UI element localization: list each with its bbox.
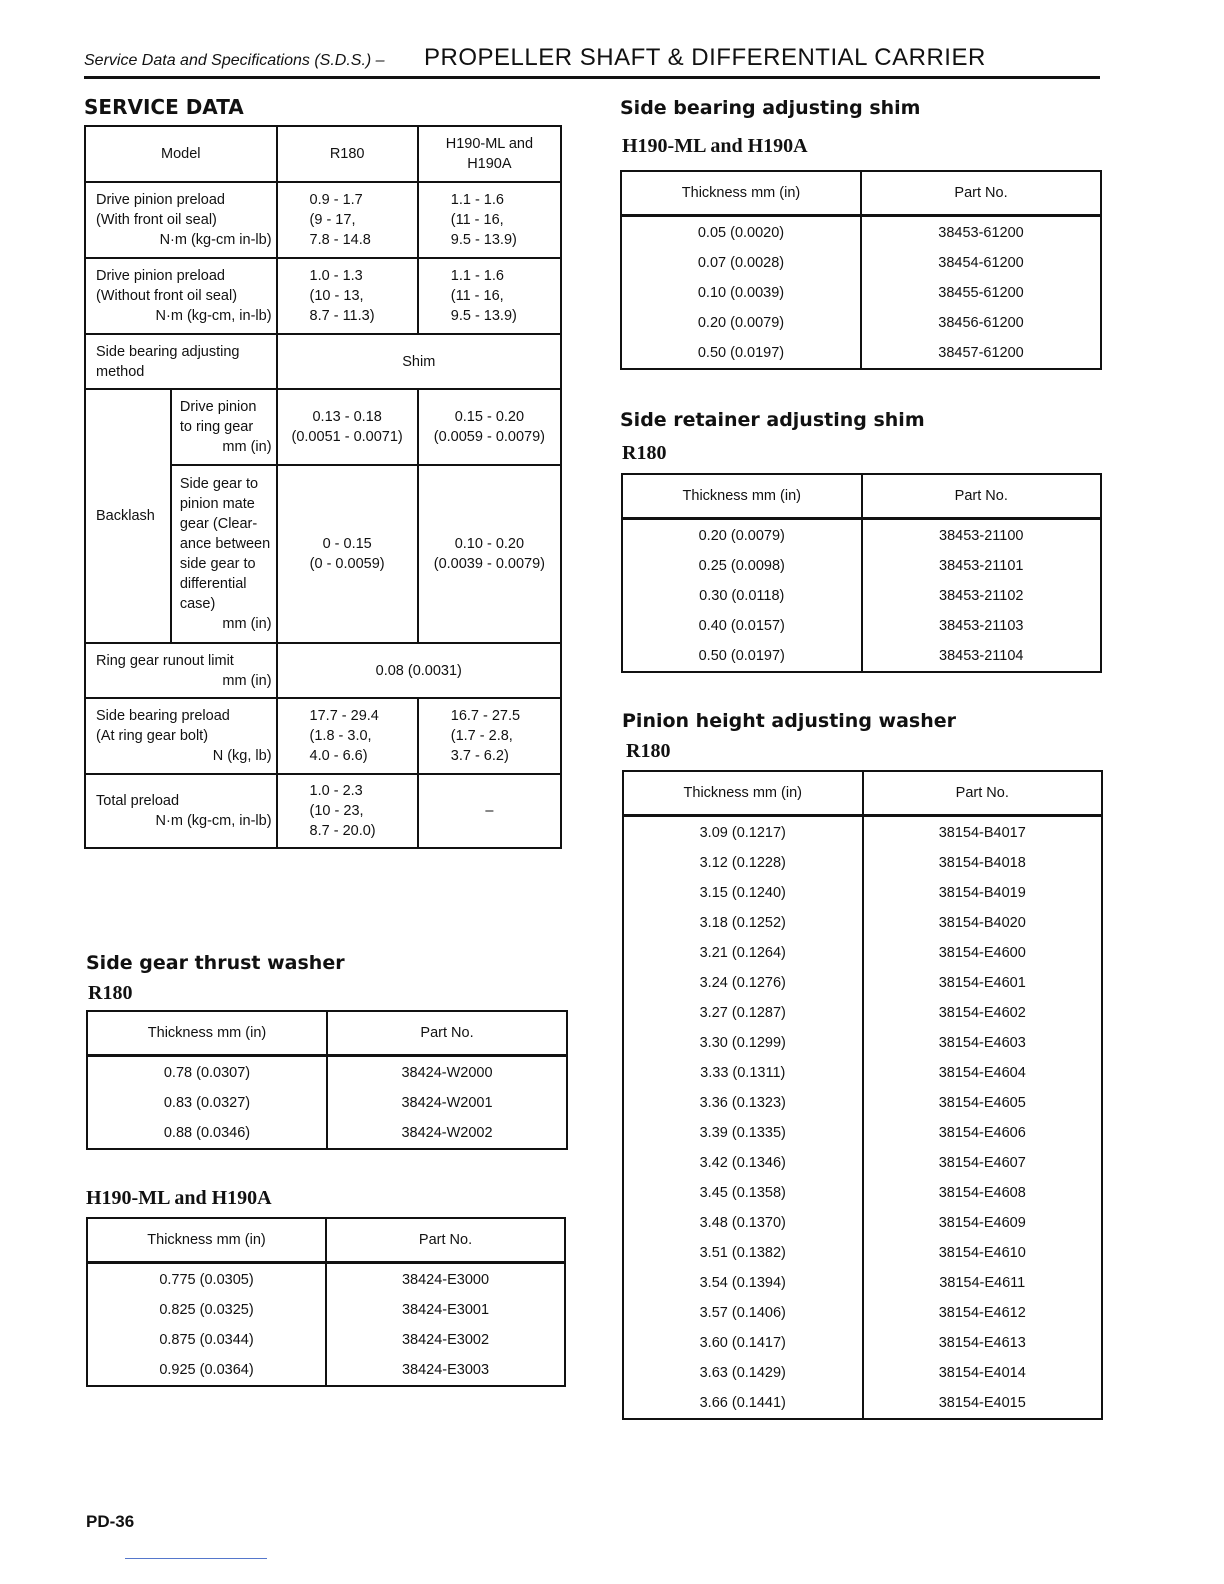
table-header-row: [87, 1011, 567, 1056]
thickness-cell: 0.775 (0.0305): [87, 1263, 326, 1296]
page-header: [84, 40, 1100, 79]
table-header-row: [622, 474, 1101, 519]
r180-value: 1.0 - 1.3 (10 - 13, 8.7 - 11.3): [277, 258, 418, 334]
part-number-cell: 38154-E4608: [863, 1178, 1103, 1208]
table-row: [85, 334, 561, 389]
row-label: Side bearing adjusting method: [85, 334, 277, 389]
thickness-cell: 3.39 (0.1335): [623, 1118, 863, 1148]
table-row: [623, 1088, 1102, 1118]
table-row: [623, 816, 1102, 849]
part-number-cell: 38154-B4017: [863, 816, 1103, 849]
col-h190-header: H190-ML and H190A: [418, 126, 561, 182]
thickness-cell: 0.875 (0.0344): [87, 1325, 326, 1355]
table-row: [621, 278, 1101, 308]
h190-value: 0.10 - 0.20 (0.0039 - 0.0079): [418, 465, 561, 643]
thickness-cell: 3.27 (0.1287): [623, 998, 863, 1028]
pinion-height-washer-table: [622, 770, 1103, 1420]
table-row: [87, 1263, 565, 1296]
table-row: [623, 1028, 1102, 1058]
table-row: [623, 998, 1102, 1028]
thickness-cell: 3.63 (0.1429): [623, 1358, 863, 1388]
table-row: [85, 698, 561, 774]
part-number-cell: 38424-E3001: [326, 1295, 565, 1325]
part-number-cell: 38453-61200: [861, 216, 1101, 249]
thickness-cell: 3.33 (0.1311): [623, 1058, 863, 1088]
thickness-cell: 3.57 (0.1406): [623, 1298, 863, 1328]
table-header-row: [87, 1218, 565, 1263]
row-label: Drive pinion to ring gear mm (in): [171, 389, 277, 465]
r180-value: 17.7 - 29.4 (1.8 - 3.0, 4.0 - 6.6): [277, 698, 418, 774]
r180-value: 1.0 - 2.3 (10 - 23, 8.7 - 20.0): [277, 774, 418, 848]
thickness-cell: 0.25 (0.0098): [622, 551, 862, 581]
table-row: [622, 641, 1101, 672]
table-row: [623, 1178, 1102, 1208]
part-number-cell: 38453-21104: [862, 641, 1102, 672]
row-label: Side gear to pinion mate gear (Clear- ance between side gear to differential case) mm (in): [171, 465, 277, 643]
part-number-cell: 38424-E3002: [326, 1325, 565, 1355]
table-row: [85, 126, 561, 182]
part-number-cell: 38453-21100: [862, 519, 1102, 552]
col-part-no-header: Part No.: [326, 1218, 565, 1263]
table-row: [85, 258, 561, 334]
h190-value: –: [418, 774, 561, 848]
part-number-cell: 38154-E4606: [863, 1118, 1103, 1148]
part-number-cell: 38154-E4609: [863, 1208, 1103, 1238]
thickness-cell: 3.48 (0.1370): [623, 1208, 863, 1238]
thickness-cell: 3.42 (0.1346): [623, 1148, 863, 1178]
h190-value: 1.1 - 1.6 (11 - 16, 9.5 - 13.9): [418, 258, 561, 334]
col-thickness-header: Thickness mm (in): [621, 171, 861, 216]
part-number-cell: 38154-E4015: [863, 1388, 1103, 1419]
part-number-cell: 38154-E4603: [863, 1028, 1103, 1058]
table-row: [622, 611, 1101, 641]
thickness-cell: 0.88 (0.0346): [87, 1118, 327, 1149]
col-part-no-header: Part No.: [862, 474, 1102, 519]
col-part-no-header: Part No.: [327, 1011, 567, 1056]
thickness-cell: 3.09 (0.1217): [623, 816, 863, 849]
thickness-cell: 3.24 (0.1276): [623, 968, 863, 998]
table-row: [621, 248, 1101, 278]
table-row: [87, 1118, 567, 1149]
table-row: [87, 1056, 567, 1089]
part-number-cell: 38154-E4610: [863, 1238, 1103, 1268]
part-number-cell: 38454-61200: [861, 248, 1101, 278]
h190-value: 16.7 - 27.5 (1.7 - 2.8, 3.7 - 6.2): [418, 698, 561, 774]
footer-divider: [125, 1558, 267, 1559]
r180-value: 0 - 0.15 (0 - 0.0059): [277, 465, 418, 643]
col-thickness-header: Thickness mm (in): [622, 474, 862, 519]
table-row: [622, 551, 1101, 581]
header-title: PROPELLER SHAFT & DIFFERENTIAL CARRIER: [424, 44, 986, 71]
thickness-cell: 0.05 (0.0020): [621, 216, 861, 249]
thickness-cell: 0.50 (0.0197): [622, 641, 862, 672]
part-number-cell: 38424-E3003: [326, 1355, 565, 1386]
page-number: PD-36: [86, 1512, 135, 1531]
part-number-cell: 38456-61200: [861, 308, 1101, 338]
table-row: [85, 182, 561, 258]
table-row: [85, 774, 561, 848]
table-row: [85, 643, 561, 698]
table-row: [623, 1118, 1102, 1148]
thickness-cell: 3.15 (0.1240): [623, 878, 863, 908]
thickness-cell: 0.07 (0.0028): [621, 248, 861, 278]
col-thickness-header: Thickness mm (in): [87, 1218, 326, 1263]
table-row: [623, 968, 1102, 998]
table-row: [87, 1325, 565, 1355]
table-row: [87, 1295, 565, 1325]
part-number-cell: 38154-E4014: [863, 1358, 1103, 1388]
table-row: [623, 1208, 1102, 1238]
side-retainer-shim-subheading: R180: [622, 442, 667, 464]
backlash-label: Backlash: [85, 389, 171, 643]
table-row: [621, 216, 1101, 249]
table-row: [623, 1388, 1102, 1419]
table-row: [85, 389, 561, 465]
r180-value: 0.13 - 0.18 (0.0051 - 0.0071): [277, 389, 418, 465]
part-number-cell: 38154-E4611: [863, 1268, 1103, 1298]
h190-value: 0.15 - 0.20 (0.0059 - 0.0079): [418, 389, 561, 465]
side-gear-washer-h190-table: [86, 1217, 566, 1387]
thickness-cell: 3.30 (0.1299): [623, 1028, 863, 1058]
side-bearing-shim-subheading: H190-ML and H190A: [622, 135, 808, 157]
part-number-cell: 38424-E3000: [326, 1263, 565, 1296]
part-number-cell: 38453-21102: [862, 581, 1102, 611]
row-label: Total preload N·m (kg-cm, in-lb): [85, 774, 277, 848]
table-row: [623, 1148, 1102, 1178]
col-part-no-header: Part No.: [863, 771, 1103, 816]
part-number-cell: 38453-21101: [862, 551, 1102, 581]
table-row: [87, 1355, 565, 1386]
row-label: Drive pinion preload (Without front oil seal) N·m (kg-cm, in-lb): [85, 258, 277, 334]
table-row: [622, 519, 1101, 552]
table-row: [623, 878, 1102, 908]
thickness-cell: 0.20 (0.0079): [622, 519, 862, 552]
thickness-cell: 3.45 (0.1358): [623, 1178, 863, 1208]
table-row: [87, 1088, 567, 1118]
thickness-cell: 0.83 (0.0327): [87, 1088, 327, 1118]
thickness-cell: 3.21 (0.1264): [623, 938, 863, 968]
thickness-cell: 3.51 (0.1382): [623, 1238, 863, 1268]
side-bearing-shim-table: [620, 170, 1102, 370]
pinion-height-washer-heading: Pinion height adjusting washer: [622, 710, 956, 732]
table-header-row: [623, 771, 1102, 816]
part-number-cell: 38154-E4612: [863, 1298, 1103, 1328]
thickness-cell: 3.60 (0.1417): [623, 1328, 863, 1358]
part-number-cell: 38154-E4613: [863, 1328, 1103, 1358]
header-subtitle: Service Data and Specifications (S.D.S.) –: [84, 52, 385, 69]
thickness-cell: 0.78 (0.0307): [87, 1056, 327, 1089]
part-number-cell: 38154-E4604: [863, 1058, 1103, 1088]
part-number-cell: 38453-21103: [862, 611, 1102, 641]
part-number-cell: 38154-E4600: [863, 938, 1103, 968]
table-row: [623, 848, 1102, 878]
side-retainer-shim-heading: Side retainer adjusting shim: [620, 409, 925, 431]
part-number-cell: 38154-E4605: [863, 1088, 1103, 1118]
part-number-cell: 38424-W2001: [327, 1088, 567, 1118]
table-row: [623, 938, 1102, 968]
col-r180-header: R180: [277, 126, 418, 182]
thickness-cell: 3.54 (0.1394): [623, 1268, 863, 1298]
part-number-cell: 38424-W2002: [327, 1118, 567, 1149]
thickness-cell: 3.66 (0.1441): [623, 1388, 863, 1419]
col-model-header: Model: [85, 126, 277, 182]
thickness-cell: 3.36 (0.1323): [623, 1088, 863, 1118]
thickness-cell: 0.825 (0.0325): [87, 1295, 326, 1325]
part-number-cell: 38154-E4601: [863, 968, 1103, 998]
part-number-cell: 38455-61200: [861, 278, 1101, 308]
thickness-cell: 0.50 (0.0197): [621, 338, 861, 369]
col-thickness-header: Thickness mm (in): [87, 1011, 327, 1056]
side-gear-washer-r180-table: [86, 1010, 568, 1150]
part-number-cell: 38154-E4602: [863, 998, 1103, 1028]
shared-value: 0.08 (0.0031): [277, 643, 561, 698]
table-row: [622, 581, 1101, 611]
thickness-cell: 0.925 (0.0364): [87, 1355, 326, 1386]
side-gear-washer-r180-subheading: R180: [88, 982, 133, 1004]
h190-value: 1.1 - 1.6 (11 - 16, 9.5 - 13.9): [418, 182, 561, 258]
table-row: [621, 338, 1101, 369]
row-label: Drive pinion preload (With front oil seal) N·m (kg-cm in-lb): [85, 182, 277, 258]
table-row: [623, 1298, 1102, 1328]
table-row: [623, 1058, 1102, 1088]
table-row: [623, 1268, 1102, 1298]
side-bearing-shim-heading: Side bearing adjusting shim: [620, 97, 921, 119]
shared-value: Shim: [277, 334, 561, 389]
side-gear-washer-heading: Side gear thrust washer: [86, 952, 345, 974]
table-row: [621, 308, 1101, 338]
side-retainer-shim-table: [621, 473, 1102, 673]
part-number-cell: 38154-E4607: [863, 1148, 1103, 1178]
part-number-cell: 38154-B4020: [863, 908, 1103, 938]
thickness-cell: 0.20 (0.0079): [621, 308, 861, 338]
col-thickness-header: Thickness mm (in): [623, 771, 863, 816]
table-row: [623, 908, 1102, 938]
col-part-no-header: Part No.: [861, 171, 1101, 216]
thickness-cell: 0.30 (0.0118): [622, 581, 862, 611]
table-row: [623, 1238, 1102, 1268]
row-label: Ring gear runout limit mm (in): [85, 643, 277, 698]
thickness-cell: 3.12 (0.1228): [623, 848, 863, 878]
thickness-cell: 0.10 (0.0039): [621, 278, 861, 308]
part-number-cell: 38457-61200: [861, 338, 1101, 369]
part-number-cell: 38154-B4019: [863, 878, 1103, 908]
service-data-heading: SERVICE DATA: [84, 95, 244, 119]
pinion-height-washer-subheading: R180: [626, 740, 671, 762]
row-label: Side bearing preload (At ring gear bolt) N (kg, lb): [85, 698, 277, 774]
r180-value: 0.9 - 1.7 (9 - 17, 7.8 - 14.8: [277, 182, 418, 258]
part-number-cell: 38154-B4018: [863, 848, 1103, 878]
part-number-cell: 38424-W2000: [327, 1056, 567, 1089]
thickness-cell: 0.40 (0.0157): [622, 611, 862, 641]
table-row: [623, 1358, 1102, 1388]
service-data-table: [84, 125, 562, 849]
table-row: [623, 1328, 1102, 1358]
table-header-row: [621, 171, 1101, 216]
side-gear-washer-h190-subheading: H190-ML and H190A: [86, 1187, 272, 1209]
thickness-cell: 3.18 (0.1252): [623, 908, 863, 938]
